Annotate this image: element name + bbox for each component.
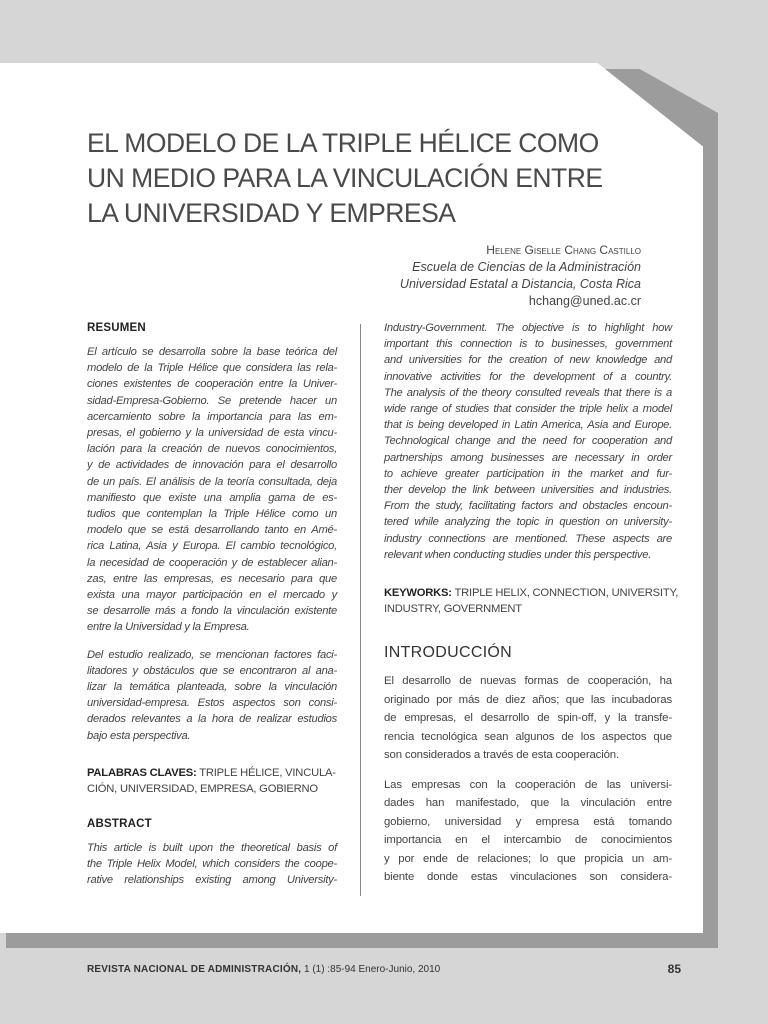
text-line: modelo que se está desarrollando tanto en Amé- — [87, 524, 337, 537]
text-line: de un país. El análisis de la teoría consultada, deja — [87, 475, 337, 488]
author-name: Helene Giselle Chang Castillo — [486, 243, 641, 257]
text-line: se desarrolle más a fondo la vinculación existente — [87, 605, 337, 618]
text-line: y de actividades de innovación para el desarrollo — [87, 459, 337, 472]
text-line: zas, entre las empresas, es necesario para que — [87, 572, 337, 585]
resumen-heading: RESUMEN — [87, 322, 146, 334]
palabras-claves — [87, 765, 337, 797]
text-line: From the study, facilitating factors and obstacles encoun- — [384, 500, 672, 513]
text-line: Technological change and the need for cooperation and — [384, 435, 672, 448]
page-number: 85 — [667, 962, 681, 976]
abstract-text-left — [87, 840, 337, 889]
keywords-value: INDUSTRY, GOVERNMENT — [384, 603, 522, 616]
journal-volume: 1 (1) :85-94 — [304, 964, 356, 975]
text-line: originado por más de diez años; que las incubadoras — [384, 693, 672, 706]
introduccion-text — [384, 672, 672, 887]
author-email: hchang@uned.ac.cr — [528, 294, 641, 308]
text-line: de empresas, el desarrollo de spin-off, y la transfe- — [384, 712, 672, 725]
palabras-claves-value: TRIPLE HÉLICE, VINCULA- — [199, 766, 336, 779]
text-line: manifiesto que existe una amplia gama de es- — [87, 491, 337, 504]
text-line: entre la Universidad y la Empresa. — [87, 621, 250, 634]
text-line: wide range of studies that consider the triple helix a model — [384, 403, 672, 416]
text-line: partnerships among businesses are necessary in order — [384, 451, 672, 464]
author-institution: Escuela de Ciencias de la Administración — [412, 260, 641, 274]
text-line: Las empresas con la cooperación de las universi- — [384, 778, 672, 791]
text-line: dades han manifestado, que la vinculación entre — [384, 797, 672, 810]
text-line: ther develop the link between universities and industries. — [384, 484, 672, 497]
text-line: lizar la temática planteada, sobre la vinculación — [87, 681, 337, 694]
text-line: The analysis of the theory consulted reveals that there is a — [384, 386, 672, 399]
text-line: universidad-empresa. Estos aspectos son consi- — [87, 697, 337, 710]
resumen-paragraph — [87, 344, 337, 636]
text-line: gobierno, universidad y empresa está tomando — [384, 815, 672, 828]
text-line: rencia tecnológica sean algunos de los aspectos que — [384, 730, 672, 743]
keywords-value: TRIPLE HELIX, CONNECTION, UNIVERSITY, — [454, 587, 679, 600]
resumen-paragraph — [87, 647, 337, 744]
text-line: innovative activities for the development of a country. — [384, 370, 672, 383]
palabras-claves-label: PALABRAS CLAVES: — [87, 766, 197, 779]
introduccion-paragraph — [384, 776, 672, 887]
text-line: presas, el gobierno y la universidad de esta vincu- — [87, 427, 337, 440]
title-line: UN MEDIO PARA LA VINCULACIÓN ENTRE — [87, 163, 603, 193]
text-line: y por ende de relaciones; lo que propicia un am- — [384, 852, 672, 865]
title-line: LA UNIVERSIDAD Y EMPRESA — [87, 198, 456, 228]
text-line: modelo de la Triple Hélice que considera las rela- — [87, 362, 337, 375]
text-line: derados relevantes a la hora de realizar estudios — [87, 713, 337, 726]
text-line: and universities for the creation of new knowledge and — [384, 354, 672, 367]
text-line: son considerados a través de esta cooperación. — [384, 749, 619, 762]
right-column — [384, 320, 679, 887]
text-line: tudios que contemplan la Triple Hélice como un — [87, 508, 337, 521]
text-line: El desarrollo de nuevas formas de cooperación, ha — [384, 675, 672, 688]
abstract-paragraph — [87, 840, 337, 889]
text-line: to achieve greater participation in the market and fur- — [384, 467, 672, 480]
keywords-label: KEYWORKS: — [384, 587, 452, 600]
text-line: tered while analyzing the topic in question on university- — [384, 516, 672, 529]
text-line: litadores y obstáculos que se encontraron al ana- — [87, 664, 337, 677]
author-university: Universidad Estatal a Distancia, Costa Rica — [399, 277, 641, 291]
text-line: industry connections are mentioned. These aspects are — [384, 532, 672, 545]
abstract-text-right — [384, 320, 672, 563]
text-line: biente donde estas vinculaciones son considera- — [384, 871, 672, 884]
text-line: Del estudio realizado, se mencionan factores faci- — [87, 648, 337, 661]
text-line: This article is built upon the theoretical basis of — [87, 841, 337, 854]
text-line: acercamiento sobre la importancia para las em- — [87, 410, 337, 423]
title-line: EL MODELO DE LA TRIPLE HÉLICE COMO — [87, 128, 599, 158]
text-line: sidad-Empresa-Gobierno. Se pretende hacer un — [87, 394, 337, 407]
text-line: la necesidad de cooperación y de establecer alian- — [87, 556, 337, 569]
abstract-paragraph — [384, 320, 672, 563]
text-line: important this connection is to businesses, government — [384, 338, 672, 351]
column-divider — [360, 324, 361, 896]
journal-name: REVISTA NACIONAL DE ADMINISTRACIÓN, — [87, 964, 302, 975]
text-line: bajo esta perspectiva. — [87, 729, 191, 742]
text-line: Industry-Government. The objective is to highlight how — [384, 322, 672, 334]
text-line: lación para la creación de nuevos conocimientos, — [87, 443, 337, 456]
text-line: ciones existentes de cooperación entre la Univer- — [87, 378, 337, 391]
text-line: importancia en el intercambio de conocimientos — [384, 834, 672, 847]
introduccion-paragraph — [384, 672, 672, 765]
text-line: that is being developed in Latin America, Asia and Europe. — [384, 419, 672, 432]
text-line: relevant when conducting studies under this perspective. — [384, 548, 652, 561]
resumen-text — [87, 344, 337, 744]
text-line: rative relationships existing among University- — [87, 874, 337, 887]
text-line: rica Latina, Asia y Europa. El cambio tecnológico, — [87, 540, 337, 553]
left-column — [87, 322, 337, 888]
palabras-claves-value: CIÓN, UNIVERSIDAD, EMPRESA, GOBIERNO — [87, 782, 318, 795]
page-footer — [87, 964, 681, 975]
author-block — [400, 242, 641, 310]
journal-date: Enero-Junio, 2010 — [358, 964, 441, 975]
article-title — [87, 126, 647, 231]
abstract-heading: ABSTRACT — [87, 817, 152, 830]
text-line: the Triple Helix Model, which considers the coope- — [87, 858, 337, 871]
text-line: El artículo se desarrolla sobre la base teórica del — [87, 346, 337, 358]
introduccion-heading: INTRODUCCIÓN — [384, 644, 513, 662]
text-line: exista una mayor participación en el mercado y — [87, 589, 337, 602]
keywords — [384, 585, 679, 617]
